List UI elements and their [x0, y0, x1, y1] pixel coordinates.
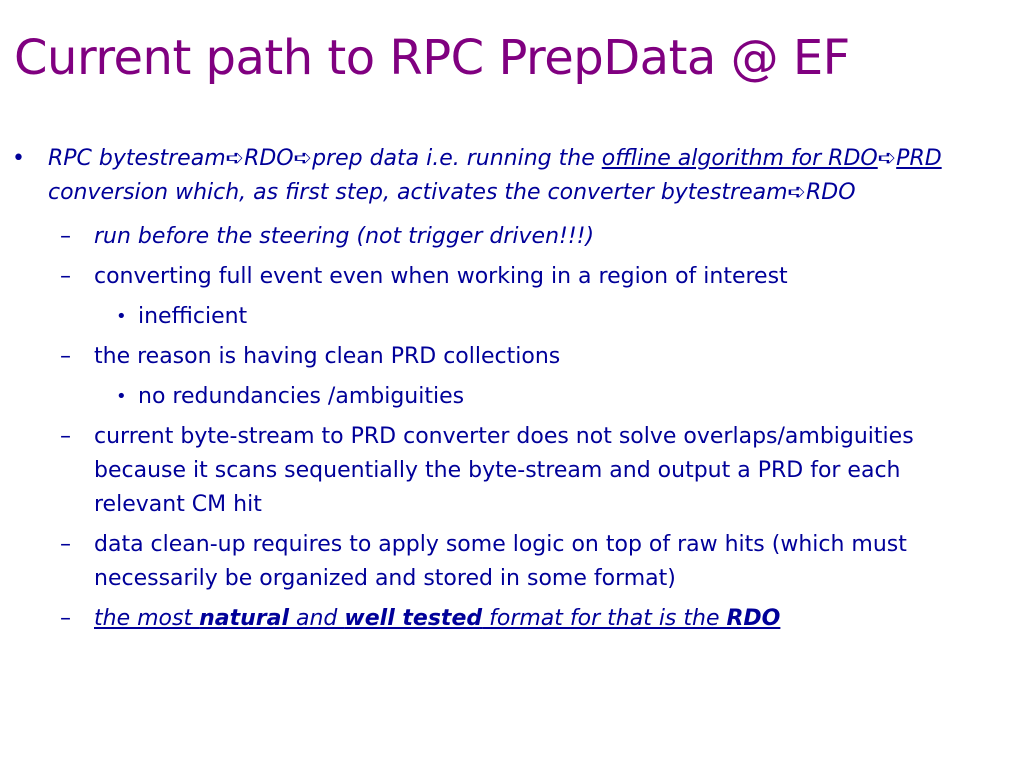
dot-marker: •: [116, 306, 127, 327]
text-rdo-end: RDO: [805, 180, 856, 205]
dash-marker: –: [60, 224, 71, 249]
arrow-icon: ➪: [225, 146, 245, 171]
offline-algorithm-link[interactable]: [602, 146, 942, 171]
arrow-icon: ➪: [293, 146, 313, 171]
arrow-icon: ➪: [787, 180, 806, 205]
text-the-most: the most: [94, 606, 200, 631]
text-conversion: conversion which, as first step, activates the converter bytestream: [48, 180, 788, 205]
bullet-marker: •: [12, 146, 25, 171]
text-well-tested: well tested: [344, 606, 483, 631]
sub-bullet-current-converter: [0, 420, 1024, 522]
bullet-main-text: [48, 142, 956, 210]
dot-marker: •: [116, 386, 127, 407]
arrow-icon: ➪: [877, 146, 897, 171]
sub-bullet-text: the reason is having clean PRD collections: [94, 344, 561, 369]
text-rpc-bytestream: RPC bytestream: [48, 146, 226, 171]
slide-content: [0, 142, 1024, 636]
bullet-main: [0, 142, 1024, 210]
sub-bullet-rdo-format: [0, 602, 1024, 636]
sub-bullet-text: converting full event even when working in a region of interest: [94, 264, 788, 289]
sub-bullet-data-cleanup: [0, 528, 1024, 596]
text-and: and: [289, 606, 345, 631]
text-rdo-bold: RDO: [726, 606, 781, 631]
text-rdo: RDO: [244, 146, 294, 171]
sub-bullet-text: data clean-up requires to apply some logic on top of raw hits (which must necessarily be organized and stored in some format): [94, 532, 907, 591]
sub-bullet-text: [94, 602, 954, 636]
sub-bullet-run-before-steering: [0, 220, 1024, 254]
sub-sub-bullet-no-redundancies: [0, 380, 1024, 414]
dash-marker: –: [60, 606, 71, 631]
text-prep-data: prep data i.e. running the: [312, 146, 602, 171]
sub-sub-bullet-inefficient: [0, 300, 1024, 334]
text-format-for: format for that is the: [482, 606, 727, 631]
dash-marker: –: [60, 264, 71, 289]
sub-sub-bullet-text: inefficient: [138, 304, 248, 329]
dash-marker: –: [60, 532, 71, 557]
slide-title: Current path to RPC PrepData @ EF: [14, 30, 850, 86]
sub-bullet-text: run before the steering (not trigger driven!!!): [94, 224, 595, 249]
sub-bullet-full-event: [0, 260, 1024, 294]
sub-sub-bullet-text: no redundancies /ambiguities: [138, 384, 465, 409]
dash-marker: –: [60, 424, 71, 449]
text-natural: natural: [199, 606, 290, 631]
sub-bullet-text: current byte-stream to PRD converter does not solve overlaps/ambiguities because it scans sequentially the byte-stream and output a PRD for each relevant CM hit: [94, 424, 914, 517]
link-text-start: offline algorithm for RDO: [601, 146, 878, 171]
link-text-end: PRD: [896, 146, 942, 171]
sub-bullet-clean-prd: [0, 340, 1024, 374]
dash-marker: –: [60, 344, 71, 369]
